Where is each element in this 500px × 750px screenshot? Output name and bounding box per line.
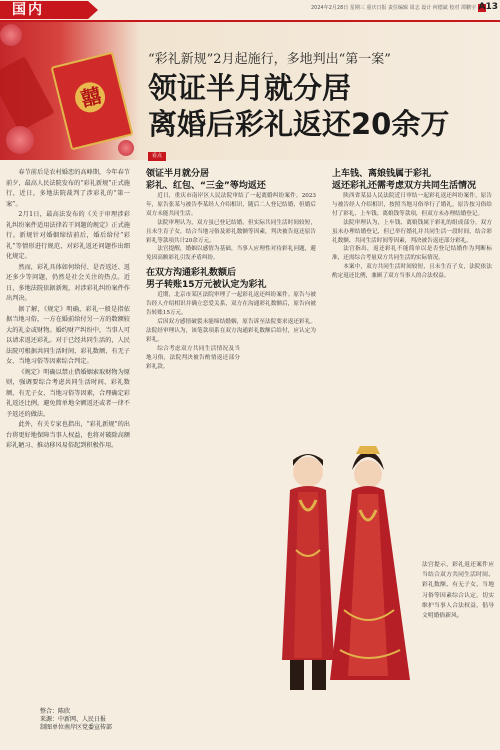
bride-figure: [330, 446, 410, 680]
headline-line: 离婚后彩礼返还20余万: [148, 107, 450, 141]
article-paragraph: 本案中，双方共同生活时间较短，且未生育子女，法院依法酌定返还比例，兼顾了双方当事人的合法权益。: [332, 264, 492, 280]
article-paragraph: 陕西省某县人民法院近日审结一起彩礼返还纠纷案件。原告与被告经人介绍相识，按照当地习俗举行了婚礼，原告按习俗给付了彩礼、上车钱、离娘钱等款项，但双方未办理结婚登记。: [332, 193, 492, 217]
article-paragraph: 近日，重庆市南岸区人民法院审结了一起离婚纠纷案件。2023年，原告张某与被告李某经人介绍相识，随后二人登记结婚，但婚后双方未能共同生活。: [146, 193, 316, 217]
right-column: [332, 168, 494, 281]
groom-figure: [282, 454, 334, 690]
credit-line: 整合：陈欣: [40, 708, 71, 715]
article-3-body: [332, 192, 492, 281]
red-envelope-back-icon: [0, 56, 55, 131]
intro-paragraph: 2月1日，最高法发布的《关于审理涉彩礼纠纷案件适用法律若干问题的规定》正式施行。新规针对婚姻缔结前后，婚后给付“彩礼”等情形进行规范，对彩礼返还问题作出细化规定。: [6, 211, 130, 260]
credit-line: 来源：中新网、人民日报: [40, 716, 107, 723]
double-happiness-glyph: 囍: [78, 83, 104, 112]
section-marker: 看点: [148, 152, 166, 161]
flower-icon: [118, 140, 134, 156]
article-paragraph: 法院审理认为，双方虽已登记结婚，但实际共同生活时间较短，且未生育子女，结合当地习俗及彩礼数额等因素，判决被告返还原告彩礼等款项共计20余万元。: [146, 219, 316, 244]
article-1: [146, 168, 316, 263]
intro-paragraph: 此外，有关专家也指出，“彩礼新规”的出台将更好地保障当事人权益，也将对破除高额彩礼陋习、推动移风易俗起到积极作用。: [6, 421, 130, 449]
article-paragraph: 近期，北京市某区法院审理了一起彩礼返还纠纷案件。原告与被告经人介绍相识并确立恋爱关系，双方在沟通彩礼数额后，原告向被告转账15万元。: [146, 292, 316, 317]
article-paragraph: 法官提醒，婚姻以感情为基础，当事人应理性对待彩礼问题，避免因高额彩礼引发矛盾纠纷。: [146, 246, 316, 262]
section-label: 国内: [0, 1, 88, 19]
intro-column: [6, 168, 130, 452]
article-paragraph: 后因双方感情破裂未能缔结婚姻，原告诉至法院要求返还彩礼。法院经审理认为，该笔款项系在双方沟通彩礼数额后给付，应认定为彩礼。: [146, 318, 316, 343]
article-3-side-text: 法官提示，彩礼返还案件应当结合双方共同生活时间、彩礼数额、有无子女、当地习俗等因素综合认定，切实维护当事人合法权益，倡导文明婚俗新风。: [422, 562, 494, 620]
article-1-body: [146, 192, 316, 263]
page-header: [0, 0, 500, 20]
article-paragraph: 法官指出，返还彩礼不能简单以是否登记结婚作为判断标准，还需综合考量双方共同生活的实际情况。: [332, 246, 492, 262]
article-2: [146, 267, 316, 371]
intro-paragraph: 然而，彩礼具体如何给付、是否返还、返还多少等问题，仍然是社会关注的热点。近日，多地法院依据新规，对涉彩礼纠纷案件作出判决。: [6, 263, 130, 302]
credit-block: [40, 708, 112, 732]
intro-paragraph: 《规定》明确以禁止借婚姻索取财物为原则，强调要综合考虑共同生活时间、彩礼数额、有无子女、当地习俗等因素，合理确定彩礼返还比例，避免简单地全额返还或者一律不予返还的做法。: [6, 368, 130, 418]
article-paragraph: 综合考虑双方共同生活情况及当地习俗，法院判决被告酌情返还部分彩礼款。: [146, 345, 240, 370]
flower-icon: [0, 24, 22, 46]
credit-line: 制图单位南岸区党委宣传部: [40, 724, 113, 731]
article-2-title: 在双方沟通彩礼数额后 男子转账15万元被认定为彩礼: [146, 268, 267, 291]
main-headline: [148, 70, 488, 142]
article-paragraph: 法院审理认为，上车钱、离娘钱属于彩礼的组成部分。双方虽未办理结婚登记，但已举行婚礼并共同生活一段时间，结合彩礼数额、共同生活时间等因素，判决被告返还部分彩礼。: [332, 219, 492, 244]
article-3-title: 上车钱、离娘钱属于彩礼 返还彩礼还需考虑双方共同生活情况: [332, 169, 477, 191]
page-number: A13: [478, 2, 498, 12]
intro-paragraph: 据了解，《规定》明确，彩礼一般是指依据当地习俗，一方在婚前给付另一方的数额较大的礼金或财物。婚约财产纠纷中，当事人可以请求返还彩礼。对于已经共同生活的，人民法院可根据共同生活时间、彩礼数额、有无子女、当地习俗等因素综合判定。: [6, 305, 130, 365]
wedding-couple-illustration: [260, 430, 420, 750]
intro-paragraph: 春节前后是农村婚恋的高峰期，今年春节前夕，最高人民法院发布的“彩礼新规”正式施行，近日，多地法院裁判了涉彩礼的“第一案”。: [6, 169, 130, 208]
article-2-body: [146, 291, 316, 371]
flower-icon: [6, 126, 34, 154]
article-1-title: 领证半月就分居 彩礼、红包、“三金”等均返还: [146, 169, 266, 191]
headline-line: 领证半月就分居: [148, 71, 352, 105]
page-info: 2024年2月28日 星期三 重庆日报 责任编辑 周志 设计 何德斌 校对 谭鹏宇: [311, 5, 476, 11]
headline-kicker: “彩礼新规”2月起施行，多地判出“第一案”: [148, 52, 391, 67]
middle-column: [146, 168, 316, 375]
